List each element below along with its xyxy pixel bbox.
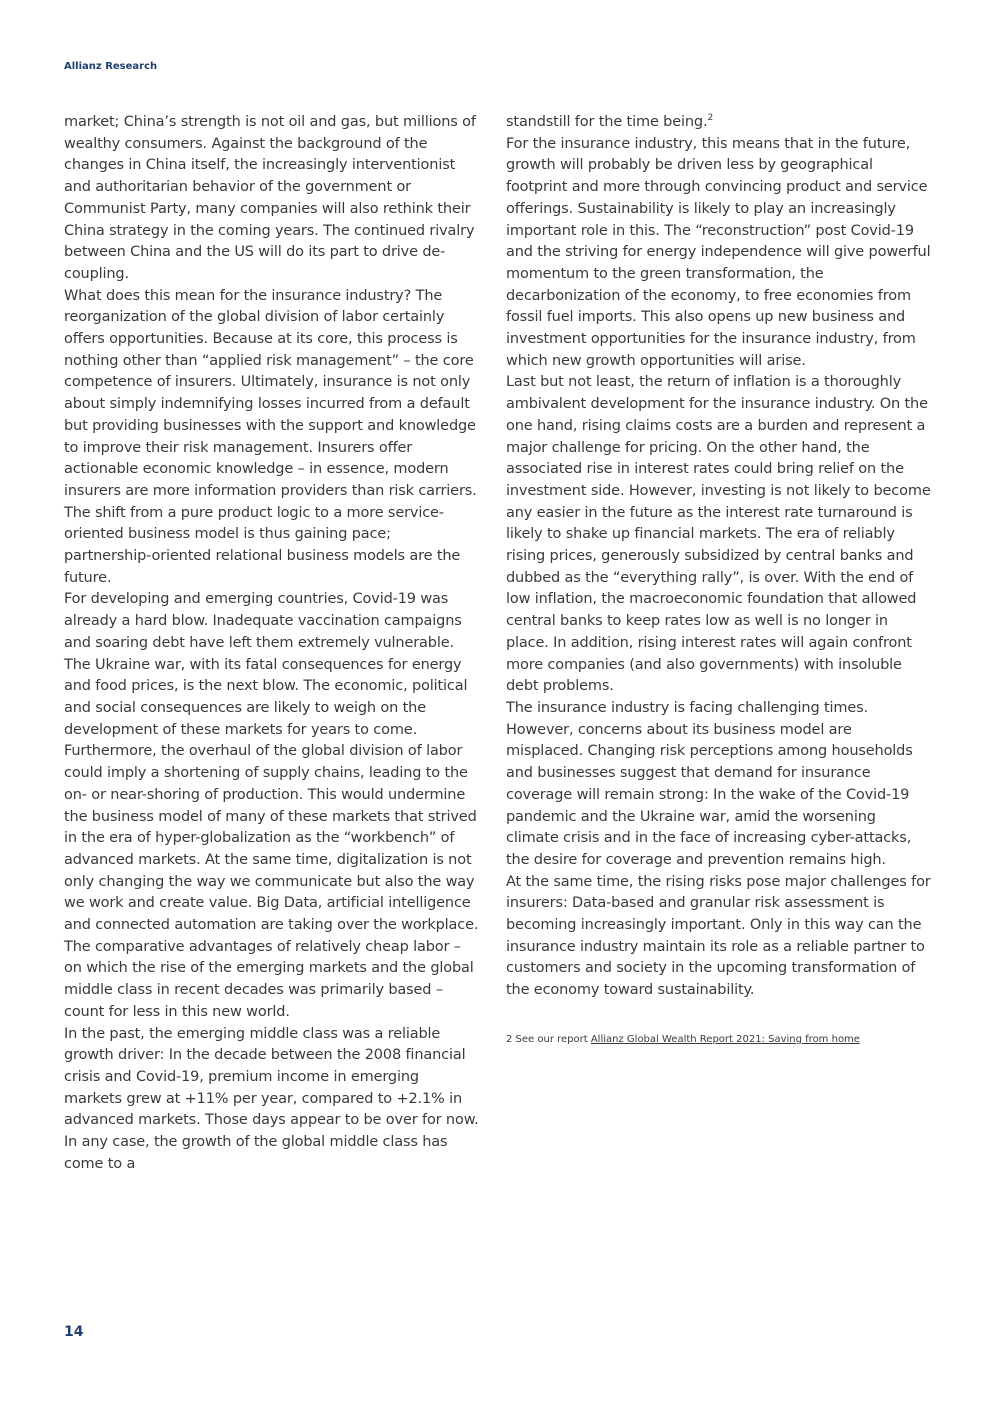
body-paragraph: Last but not least, the return of inflation is a thoroughly ambivalent development for the insurance industry. On the one hand, rising claims costs are a burden and represent a major challenge for pricing. On the other hand, the associated rise in interest rates could bring relief on the investment side. However, investing is not likely to become any easier in the future as the interest rate turnaround is likely to shake up financial markets. The era of reliably rising prices, generously subsidized by central banks and dubbed as the “everything rally”, is over. With the end of low inflation, the macroeconomic foundation that allowed central banks to keep rates low as well is no longer in place. In addition, rising interest rates will again confront more companies (and also governments) with insoluble debt problems. <box>506 374 931 695</box>
right-text-column <box>506 112 932 1002</box>
body-paragraph: For developing and emerging countries, Covid-19 was already a hard blow. Inadequate vaccination campaigns and soaring debt have left them extremely vulnerable. The Ukraine war, with its fatal consequences for energy and food prices, is the next blow. The economic, political and social consequences are likely to weigh on the development of these markets for years to come. Furthermore, the overhaul of the global division of labor could imply a shortening of supply chains, leading to the on- or near-shoring of production. This would undermine the business model of many of these markets that strived in the era of hyper-globalization as the “workbench” of advanced markets. At the same time, digitalization is not only changing the way we communicate but also the way we work and create value. Big Data, artificial intelligence and connected automation are taking over the workplace. The comparative advantages of relatively cheap labor – on which the rise of the emerging markets and the global middle class in recent decades was primarily based – count for less in this new world. <box>64 591 479 1020</box>
body-paragraph: At the same time, the rising risks pose major challenges for insurers: Data-based and granular risk assessment is becoming increasingly important. Only in this way can the insurance industry maintain its role as a reliable partner to customers and society in the upcoming transformation of the economy toward sustainability. <box>506 873 931 999</box>
body-paragraph: For the insurance industry, this means that in the future, growth will probably be driven less by geographical footprint and more through convincing product and service offerings. Sustainability is likely to play an increasingly important role in this. The “reconstruction” post Covid-19 and the striving for energy independence will give powerful momentum to the green transformation, the decarbonization of the economy, to free economies from fossil fuel imports. This also opens up new business and investment opportunities for the insurance industry, from which new growth opportunities will arise. <box>506 135 931 369</box>
body-paragraph: market; China’s strength is not oil and gas, but millions of wealthy consumers. Against the background of the changes in China itself, the increasingly interventionist and authoritarian behavior of the government or Communist Party, many companies will also rethink their China strategy in the coming years. The continued rivalry between China and the US will do its part to drive de-coupling. <box>64 114 476 282</box>
paragraph-text: standstill for the time being. <box>506 114 708 130</box>
body-paragraph: In the past, the emerging middle class was a reliable growth driver: In the decade between the 2008 financial crisis and Covid-19, premium income in emerging markets grew at +11% per year, compared to +2.1% in advanced markets. Those days appear to be over for now. In any case, the growth of the global middle class has come to a <box>64 1025 479 1172</box>
body-paragraph <box>506 112 932 134</box>
footnote-prefix: 2 See our report <box>506 1034 591 1045</box>
left-text-column <box>64 112 480 1175</box>
report-brand-header: Allianz Research <box>64 61 158 72</box>
body-paragraph: The insurance industry is facing challenging times. However, concerns about its business model are misplaced. Changing risk perceptions among households and businesses suggest that demand for insurance coverage will remain strong: In the wake of the Covid-19 pandemic and the Ukraine war, amid the worsening climate crisis and in the face of increasing cyber-attacks, the desire for coverage and prevention remains high. <box>506 699 913 868</box>
footnote-reference[interactable]: 2 <box>707 113 714 123</box>
footnote-report-link[interactable]: Allianz Global Wealth Report 2021: Saving from home <box>590 1034 860 1045</box>
page-number: 14 <box>64 1324 84 1340</box>
footnote <box>506 1034 860 1045</box>
body-paragraph: What does this mean for the insurance industry? The reorganization of the global division of labor certainly offers opportunities. Because at its core, this process is nothing other than “applied risk management” – the core competence of insurers. Ultimately, insurance is not only about simply indemnifying losses incurred from a default but providing businesses with the support and knowledge to improve their risk management. Insurers offer actionable economic knowledge – in essence, modern insurers are more information providers than risk carriers. The shift from a pure product logic to a more service-oriented business model is thus gaining pace; partnership-oriented relational business models are the future. <box>64 287 477 586</box>
